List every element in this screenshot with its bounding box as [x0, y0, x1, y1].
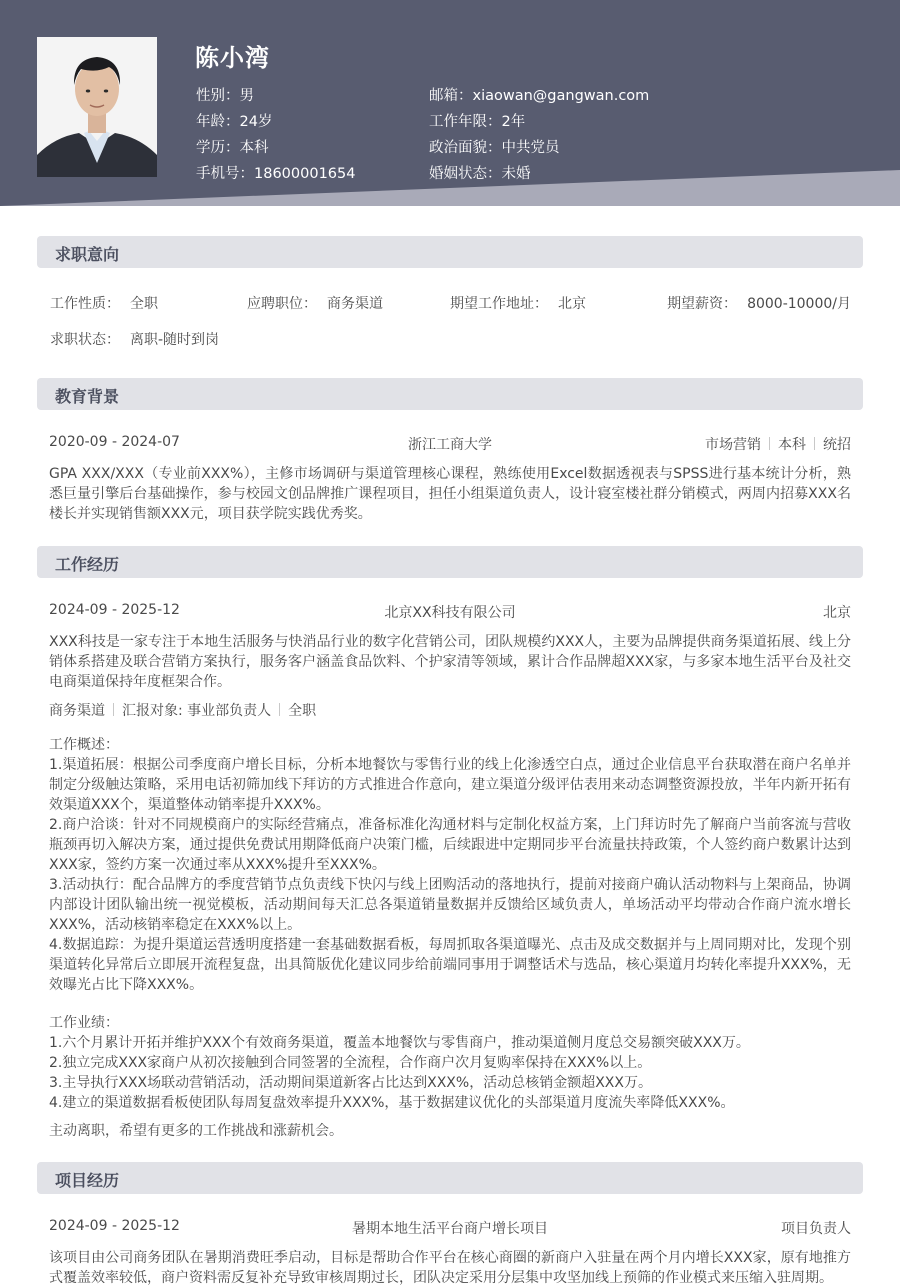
major: 市场营销: [705, 437, 761, 453]
marital-status-info: 婚姻状态：未婚: [429, 166, 531, 182]
section-job-intent: [37, 236, 863, 268]
project-name: 暑期本地生活平台商户增长项目: [352, 1221, 548, 1237]
section-title: 教育背景: [55, 387, 120, 406]
education-description: GPA XXX/XXX（专业前XXX%），主修市场调研与渠道管理核心课程，熟练使用Excel数据透视表与SPSS进行基本统计分析，熟悉巨量引擎后台基础操作，参与校园文创品牌推广课程项目，担任小组渠道负责人，设计寝室楼社群分销模式，两周内招募XXX名楼长并实现销售额XXX元，项目获学院实践优秀奖。: [49, 466, 851, 522]
job-location: 期望工作地址： 北京: [450, 296, 586, 312]
education-info: 学历：本科: [196, 140, 269, 156]
work-achievements: [49, 1013, 851, 1113]
email-info: 邮箱：xiaowan@gangwan.com: [429, 88, 650, 104]
divider: [113, 703, 114, 716]
work-years-info: 工作年限：2年: [429, 114, 526, 130]
candidate-name: 陈小湾: [195, 44, 270, 72]
leave-reason: 主动离职，希望有更多的工作挑战和涨薪机会。: [49, 1123, 343, 1139]
divider: [814, 437, 815, 450]
age-info: 年龄：24岁: [196, 114, 273, 130]
company-name: 北京XX科技有限公司: [384, 605, 516, 621]
section-title: 工作经历: [55, 555, 120, 574]
job-position: 应聘职位： 商务渠道: [247, 296, 383, 312]
work-overview: [49, 735, 851, 995]
company-description: XXX科技是一家专注于本地生活服务与快消品行业的数字化营销公司，团队规模约XXX人，主要为品牌提供商务渠道拓展、线上分销体系搭建及联合营销方案执行，服务客户涵盖食品饮料、个护家清等领域，累计合作品牌超XXX家，与多家本地生活平台及社交电商渠道保持年度框架合作。: [49, 634, 851, 690]
achievement-item: 1.六个月累计开拓并维护XXX个有效商务渠道，覆盖本地餐饮与零售商户，推动渠道侧月度总交易额突破XXX万。: [49, 1035, 750, 1051]
job-status: 求职状态： 离职-随时到岗: [50, 332, 220, 348]
phone-info: 手机号：18600001654: [196, 166, 356, 182]
resume-header: [0, 0, 900, 206]
achievement-item: 4.建立的渠道数据看板使团队每周复盘效率提升XXX%，基于数据建议优化的头部渠道月度流失率降低XXX%。: [49, 1095, 735, 1111]
overview-item: 4.数据追踪：为提升渠道运营透明度搭建一套基础数据看板，每周抓取各渠道曝光、点击及成交数据并与上周同期对比，发现个别渠道转化异常后立即展开流程复盘，出具简版优化建议同步给前端同事用于调整话术与选品，核心渠道月均转化率提升XXX%，无效曝光占比下降XXX%。: [49, 937, 851, 993]
achievements-title: 工作业绩：: [49, 1015, 119, 1031]
education-period: 2020-09 - 2024-07: [49, 434, 180, 450]
section-title: 求职意向: [55, 245, 120, 264]
work-job-type: 全职: [288, 703, 317, 719]
degree: 本科: [778, 437, 806, 453]
achievement-item: 2.独立完成XXX家商户从初次接触到合同签署的全流程，合作商户次月复购率保持在XXX%以上。: [49, 1055, 652, 1071]
political-status-info: 政治面貌：中共党员: [429, 140, 560, 156]
enrollment-mode: 统招: [823, 437, 851, 453]
avatar-portrait-icon: [37, 37, 157, 177]
work-city: 北京: [823, 605, 851, 621]
divider: [769, 437, 770, 450]
section-title: 项目经历: [55, 1171, 120, 1190]
education-meta: [705, 434, 851, 454]
work-period: 2024-09 - 2025-12: [49, 602, 180, 618]
overview-title: 工作概述：: [49, 737, 119, 753]
job-salary: 期望薪资： 8000-10000/月: [667, 296, 851, 312]
job-type: 工作性质： 全职: [50, 296, 158, 312]
divider: [279, 703, 280, 716]
section-project-experience: [37, 1162, 863, 1194]
gender-info: 性别：男: [196, 88, 254, 104]
profile-photo: [37, 37, 157, 177]
report-to: 汇报对象: 事业部负责人: [122, 703, 272, 719]
work-role: 商务渠道: [49, 703, 105, 719]
project-role: 项目负责人: [781, 1221, 851, 1237]
work-tags: [49, 700, 316, 720]
project-description: 该项目由公司商务团队在暑期消费旺季启动，目标是帮助合作平台在核心商圈的新商户入驻量在两个月内增长XXX家，原有地推方式覆盖效率较低，商户资料需反复补充导致审核周期过长，团队决定采用分层集中攻坚加线上预筛的作业模式来压缩入驻周期。: [49, 1250, 851, 1286]
overview-item: 3.活动执行：配合品牌方的季度营销节点负责线下快闪与线上团购活动的落地执行，提前对接商户确认活动物料与上架商品，协调内部设计团队输出统一视觉模板，活动期间每天汇总各渠道销量数据并反馈给区域负责人，单场活动平均带动合作商户流水增长XXX%，活动核销率稳定在XXX%以上。: [49, 877, 851, 933]
school-name: 浙江工商大学: [408, 437, 492, 453]
achievement-item: 3.主导执行XXX场联动营销活动，活动期间渠道新客占比达到XXX%，活动总核销金额超XXX万。: [49, 1075, 652, 1091]
section-education: [37, 378, 863, 410]
overview-item: 1.渠道拓展：根据公司季度商户增长目标，分析本地餐饮与零售行业的线上化渗透空白点，通过企业信息平台获取潜在商户名单并制定分级触达策略，采用电话初筛加线下拜访的方式推进合作意向，建立渠道分级评估表用来动态调整资源投放，半年内新开拓有效渠道XXX个，渠道整体动销率提升XXX%。: [49, 757, 851, 813]
section-work-experience: [37, 546, 863, 578]
overview-item: 2.商户洽谈：针对不同规模商户的实际经营痛点，准备标准化沟通材料与定制化权益方案，上门拜访时先了解商户当前客流与营收瓶颈再切入解决方案，通过提供免费试用期降低商户决策门槛，后续跟进中定期同步平台流量扶持政策，个人签约商户数累计达到XXX家，签约方案一次通过率从XXX%提升至XXX%。: [49, 817, 851, 873]
project-period: 2024-09 - 2025-12: [49, 1218, 180, 1234]
